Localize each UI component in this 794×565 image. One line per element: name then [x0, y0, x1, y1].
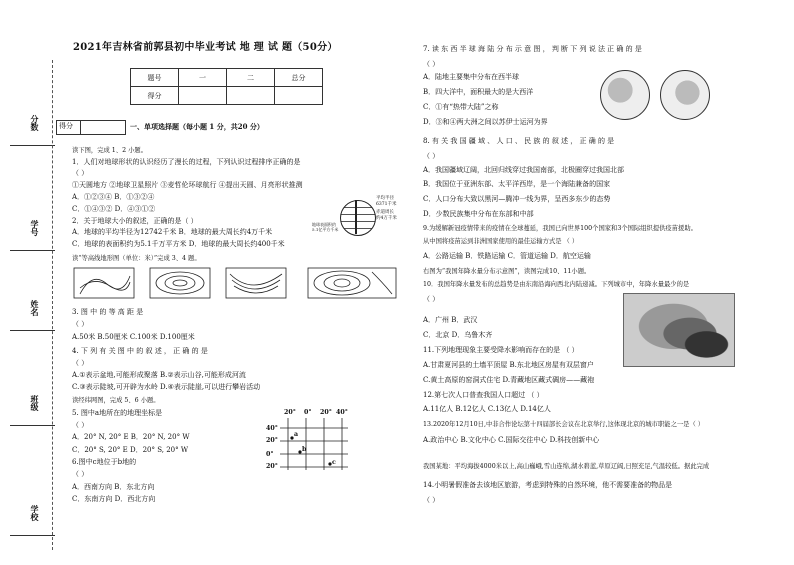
contour-line: [334, 279, 350, 287]
globe-label-equator-value: 约4万千米: [376, 216, 397, 221]
right-line-14: 从中国将疫苗运到非洲国家使用的最佳运输方式是 （ ）: [423, 238, 579, 245]
contour-panel-3: [226, 268, 286, 298]
left-line-13: A.50米 B.50厘米 C.100米 D.100厘米: [72, 333, 195, 341]
left-line-2: 1．人们对地球形状的认识经历了漫长的过程，下列认识过程排序正确的是: [72, 158, 301, 166]
contour-line: [324, 275, 360, 291]
score-table-header-4: 总分: [275, 69, 323, 87]
side-label-school: 学校: [30, 505, 40, 521]
right-line-27: A.政治中心 B.文化中心 C.国际交往中心 D.科技创新中心: [423, 436, 600, 444]
right-line-13: 9.为缓解新冠疫情带来的疫情在全球蔓延，我国已向世界100个国家和3个国际组织提供疫苗援助。: [423, 225, 697, 232]
left-line-19: 5. 图中a地所在的地理坐标是: [72, 409, 163, 417]
globe-figure: [340, 200, 376, 236]
right-line-9: A．我国疆域辽阔，北回归线穿过我国南部，北极圈穿过我国北部: [423, 166, 625, 174]
contour-line: [165, 276, 195, 290]
left-line-25: A．西南方向 B．东北方向: [72, 483, 155, 491]
right-line-30: （ ）: [423, 496, 440, 504]
left-line-22: C．20° S, 20° E D．20° S, 20° W: [72, 446, 189, 454]
right-line-2: （ ）: [423, 60, 440, 68]
left-line-15: （ ）: [72, 359, 89, 367]
left-line-26: C．东南方向 D．西北方向: [72, 495, 156, 503]
grid-top-label-1: 20°: [284, 409, 296, 416]
class-blank-line: [10, 425, 55, 426]
right-line-3: A．陆地主要集中分布在西半球: [423, 73, 520, 81]
side-label-score: 分数: [30, 115, 40, 131]
right-line-12: D．少数民族集中分布在东部和中部: [423, 210, 534, 218]
left-line-5: A．①②③④ B．①③②④: [72, 193, 155, 201]
score-table-header-2: 一: [179, 69, 227, 87]
contour-line: [372, 272, 392, 294]
globe-label-radius-value: 6371千米: [376, 202, 397, 207]
side-label-student-number: 学号: [30, 220, 40, 236]
grid-point-label-c: c: [332, 459, 336, 466]
right-line-29: 14.小明暑假准备去该地区旅游，考虑到特殊的自然环境，他不需要准备的物品是: [423, 481, 673, 489]
west-hemisphere-map: [600, 70, 650, 120]
right-line-16: 右图为“我国年降水量分布示意图”，读图完成10、11小题。: [423, 268, 591, 275]
left-line-10: 读“等高线地形图（单位：米）”完成 3、4 题。: [72, 255, 201, 262]
side-label-class: 班级: [30, 395, 40, 411]
score-table-row-label: 得分: [131, 87, 179, 105]
contour-line: [234, 286, 278, 293]
grid-top-label-3: 20°: [320, 409, 332, 416]
grid-left-label-4: 20°: [266, 463, 278, 470]
right-line-22: A.甘肃夏河县的土墙平顶屋 B.东北地区房屋有双层窗户: [423, 361, 594, 369]
score-cell[interactable]: [227, 87, 275, 105]
right-line-10: B．我国位于亚洲东部、太平洋西岸，是一个海陆兼备的国家: [423, 180, 611, 188]
grid-top-label-4: 40°: [336, 409, 348, 416]
left-line-18: 读经纬网图，完成 5、6 小题。: [72, 397, 160, 404]
left-line-12: （ ）: [72, 320, 89, 328]
section-score-label: 得分: [59, 122, 73, 130]
left-line-7: 2．关于地球大小的叙述，正确的是（ ）: [72, 217, 198, 225]
right-line-1: 7. 读 东 西 半 球 海 陆 分 布 示 意 图 ， 判 断 下 列 说 法 正 确 的 是: [423, 45, 642, 53]
contour-line: [80, 276, 130, 294]
section-heading: 一、单项选择题（每小题 1 分，共20 分）: [130, 122, 264, 131]
score-table-header-1: 题号: [131, 69, 179, 87]
right-line-11: C．人口分布大致以黑河—腾冲一线为界，呈西多东少的态势: [423, 195, 611, 203]
globe-caption: 地球表面积约5.1亿平方千米: [312, 222, 339, 232]
globe-label-equator: 赤道周长: [376, 210, 394, 215]
east-hemisphere-map: [660, 70, 710, 120]
right-line-4: B．四大洋中，面积最大的是大西洋: [423, 88, 534, 96]
contour-line: [156, 272, 204, 294]
grid-point-label-b: b: [302, 446, 307, 453]
left-line-6: C．①④③② D．④③①②: [72, 205, 156, 213]
side-label-name: 姓名: [30, 300, 40, 316]
right-line-7: 8. 有 关 我 国 疆 域 、 人 口 、 民 族 的 叙 述 ， 正 确 的 是: [423, 137, 615, 145]
grid-left-label-3: 0°: [266, 451, 274, 458]
right-line-25: A.11亿人 B.12亿人 C.13亿人 D.14亿人: [423, 405, 551, 413]
contour-panel-2: [150, 268, 210, 298]
contour-maps: [72, 266, 399, 300]
grid-top-label-2: 0°: [304, 409, 312, 416]
left-line-1: 读下图，完成 1、2 小题。: [72, 147, 147, 154]
right-line-6: D．③和④两大洲之间以苏伊士运河为界: [423, 118, 548, 126]
right-line-26: 13.2020年12月10日,中非合作论坛第十四届部长会议在北京举行,这体现北京的城市职能之一是（ ）: [423, 421, 705, 428]
right-line-24: 12.第七次人口普查我国人口超过 （ ）: [423, 391, 544, 399]
score-table-header-3: 二: [227, 69, 275, 87]
left-line-24: （ ）: [72, 470, 89, 478]
contour-line: [173, 280, 187, 286]
right-line-23: C.黄土高原的窑洞式住宅 D.青藏地区藏式碉房——藏袍: [423, 376, 595, 384]
score-blank-line: [10, 145, 55, 146]
contour-svg: [72, 266, 399, 300]
right-line-28: 我国某地：平均海拔4000米以上,高山巍峨,雪山连绵,湖水碧蓝,草原辽阔,日照充足,气温较低。据此完成: [423, 463, 710, 470]
left-line-16: A.①表示盆地,可能形成聚落 B.②表示山谷,可能形成河流: [72, 371, 246, 379]
left-line-11: 3. 图 中 的 等 高 距 是: [72, 308, 144, 316]
right-line-5: C．①有“热带大陆”之称: [423, 103, 499, 111]
name-blank-line: [10, 330, 55, 331]
right-line-17: 10．我国年降水量发布的总趋势是由东南沿海向西北内陆递减。下列城市中，年降水量最少的是: [423, 281, 690, 288]
left-line-21: A．20° N, 20° E B．20° N, 20° W: [72, 433, 190, 441]
binding-line: [52, 60, 53, 550]
left-line-17: C.③表示陡坡,可开辟为水岭 D.④表示陡崖,可以进行攀岩活动: [72, 383, 261, 391]
number-blank-line: [10, 250, 55, 251]
right-line-15: A．公路运输 B．铁路运输 C．管道运输 D．航空运输: [423, 252, 591, 260]
right-line-19: A．广州 B．武汉: [423, 316, 478, 324]
left-line-4: ①天圆地方 ②地球卫星照片 ③麦哲伦环球航行 ④提出天圆、月亮形状推测: [72, 181, 303, 189]
globe-axis: [355, 200, 357, 234]
right-line-18: （ ）: [423, 295, 440, 303]
right-line-20: C．北京 D．乌鲁木齐: [423, 331, 493, 339]
score-table: [130, 68, 323, 105]
left-line-20: （ ）: [72, 421, 89, 429]
grid-svg: [280, 418, 348, 470]
grid-left-label-2: 20°: [266, 437, 278, 444]
left-line-9: C．地球的表面积约为5.1千万平方米 D．地球的最大周长约400千米: [72, 240, 285, 248]
grid-point-label-a: a: [294, 431, 299, 438]
page-title: 2021年吉林省前郭县初中毕业考试 地 理 试 题（50分）: [73, 42, 338, 53]
right-line-21: 11.下列地理现象主要受降水影响而存在的是 （ ）: [423, 346, 579, 354]
globe-label-radius: 平均半径: [376, 196, 394, 201]
left-line-3: （ ）: [72, 169, 89, 177]
grid-left-label-1: 40°: [266, 425, 278, 432]
right-line-8: （ ）: [423, 152, 440, 160]
score-cell[interactable]: [275, 87, 323, 105]
lat-long-grid: [264, 408, 364, 472]
school-blank-line: [10, 535, 55, 536]
china-precipitation-map: [623, 293, 735, 367]
left-line-23: 6.图中c地位于b地的: [72, 458, 137, 466]
score-cell[interactable]: [179, 87, 227, 105]
left-line-14: 4. 下 列 有 关 图 中 的 叙 述 ， 正 确 的 是: [72, 347, 208, 355]
section-score-divider: [80, 120, 81, 135]
left-line-8: A．地球的平均半径为12742千米 B．地球的最大周长约4万千米: [72, 228, 273, 236]
